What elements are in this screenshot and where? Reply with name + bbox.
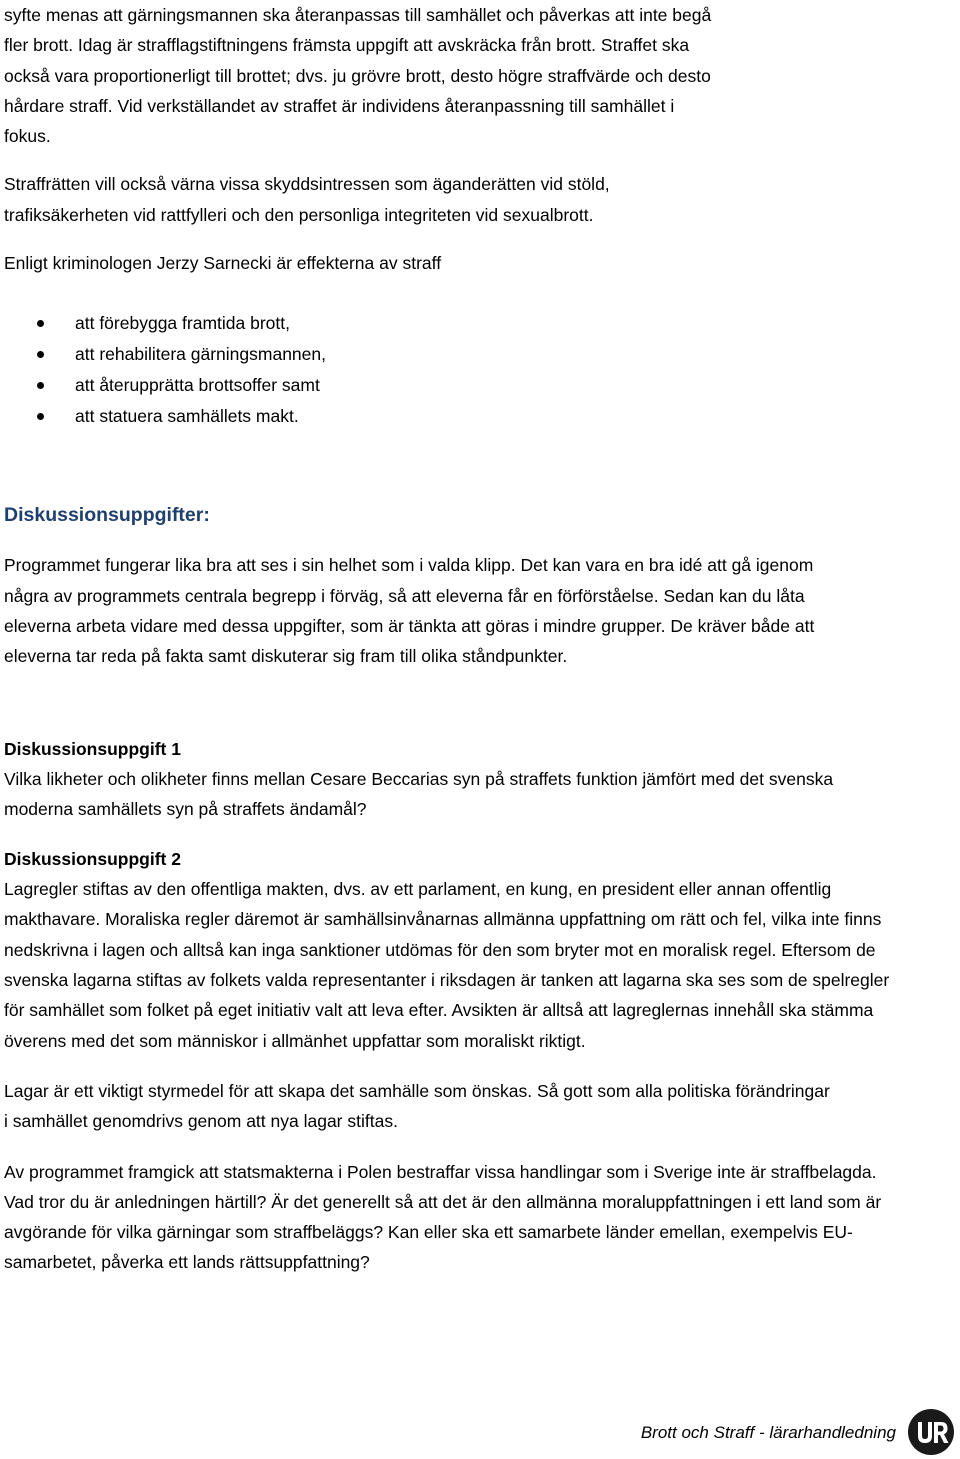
discussion-heading: Diskussionsuppgifter: bbox=[4, 504, 210, 527]
list-item: att förebygga framtida brott, bbox=[4, 308, 904, 339]
ur-logo-icon bbox=[907, 1408, 955, 1456]
task-1-text: Vilka likheter och olikheter finns mellan Cesare Beccarias syn på straffets funktion jämfört med det svenska moderna samhällets syn på straffets ändamål? bbox=[4, 768, 834, 819]
bullet-icon bbox=[37, 351, 44, 358]
task-2-text-3: Av programmet framgick att statsmakterna i Polen bestraffar vissa handlingar som i Sverige inte är straffbelagda. Vad tror du är anledningen härtill? Är det generellt så att det är den allmänna moraluppfattningen i ett land som är avgörande för vilka gärningar som straffbeläggs? Kan eller ska ett samarbete länder emellan, exempelvis EU-samarbetet, påverka ett lands rättsuppfattning? bbox=[4, 1161, 882, 1273]
task-1-heading: Diskussionsuppgift 1 bbox=[4, 738, 181, 759]
list-item: att statuera samhällets makt. bbox=[4, 401, 904, 432]
discussion-intro: Programmet fungerar lika bra att ses i sin helhet som i valda klipp. Det kan vara en bra idé att gå igenom några av programmets centrala begrepp i förväg, så att eleverna får en förförståelse. Sedan kan du låta eleverna arbeta vidare med dessa uppgifter, som är tänkta att göras i mindre grupper. De kräver både att eleverna tar reda på fakta samt diskuterar sig fram till olika ståndpunkter. bbox=[4, 555, 815, 667]
intro-paragraph-3: Enligt kriminologen Jerzy Sarnecki är effekterna av straff bbox=[4, 253, 442, 274]
bullet-icon bbox=[37, 413, 44, 420]
task-2-heading: Diskussionsuppgift 2 bbox=[4, 849, 181, 870]
bullet-icon bbox=[37, 320, 44, 327]
footer-title: Brott och Straff - lärarhandledning bbox=[640, 1423, 896, 1442]
list-item: att rehabilitera gärningsmannen, bbox=[4, 339, 904, 370]
list-item: att återupprätta brottsoffer samt bbox=[4, 370, 904, 401]
intro-paragraph-2: Straffrätten vill också värna vissa skyddsintressen som äganderätten vid stöld, trafiksäkerheten vid rattfylleri och den personliga integriteten vid sexualbrott. bbox=[4, 174, 610, 225]
document-page bbox=[4, 0, 904, 1278]
effects-list bbox=[4, 308, 904, 432]
task-2-text-1: Lagregler stiftas av den offentliga makten, dvs. av ett parlament, en kung, en president eller annan offentlig makthavare. Moraliska regler däremot är samhällsinvånarnas allmänna uppfattning om rätt och fel, vilka inte finns nedskrivna i lagen och alltså kan inga sanktioner utdömas för den som bryter mot en moralisk regel. Eftersom de svenska lagarna stiftas av folkets valda representanter i riksdagen är tanken att lagarna ska ses som de spelregler för samhället som folket på eget initiativ valt att leva efter. Avsikten är alltså att lagreglernas innehåll ska stämma överens med det som människor i allmänhet uppfattar som moraliskt riktigt. bbox=[4, 879, 890, 1051]
bullet-icon bbox=[37, 382, 44, 389]
intro-paragraph-1: syfte menas att gärningsmannen ska återanpassas till samhället och påverkas att inte begå fler brott. Idag är strafflagstiftningens främsta uppgift att avskräcka från brott. Straffet ska också vara proportionerligt till brottet; dvs. ju grövre brott, desto högre straffvärde och desto hårdare straff. Vid verkställandet av straffet är individens återanpassning till samhället i fokus. bbox=[4, 5, 712, 147]
task-2-text-2: Lagar är ett viktigt styrmedel för att skapa det samhälle som önskas. Så gott som alla politiska förändringar i samhället genomdrivs genom att nya lagar stiftas. bbox=[4, 1080, 830, 1132]
